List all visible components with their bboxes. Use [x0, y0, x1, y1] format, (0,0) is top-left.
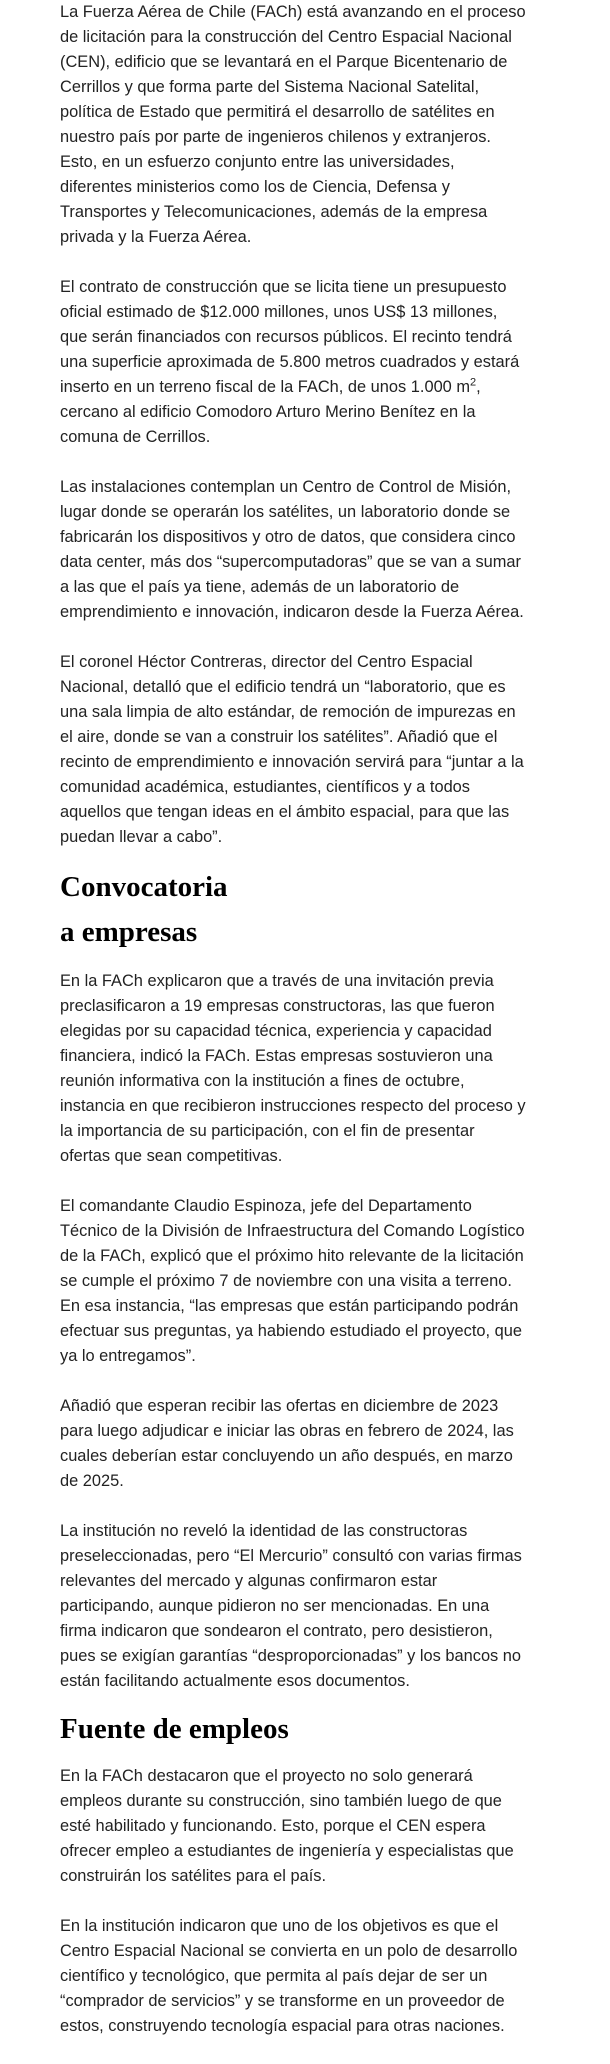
- paragraph-commander-quote: [60, 1194, 590, 1369]
- text-line: firma indicaron que sondearon el contrato, pero desistieron,: [60, 1622, 493, 1640]
- paragraph-preclassification: [60, 969, 590, 1169]
- text-line: pues se exigían garantías “desproporcionadas” y los bancos no: [60, 1647, 522, 1665]
- text-line: preclasificaron a 19 empresas constructoras, las que fueron: [60, 997, 495, 1015]
- text-line: Las instalaciones contemplan un Centro de Control de Misión,: [60, 478, 511, 496]
- text-line: lugar donde se operarán los satélites, un laboratorio donde se: [60, 503, 511, 521]
- paragraph-constructors: [60, 1519, 590, 1694]
- paragraph-director-quote: [60, 650, 590, 850]
- text-line: “comprador de servicios” y se transforme en un proveedor de: [60, 1992, 505, 2010]
- text-line: de licitación para la construcción del Centro Espacial Nacional: [60, 28, 512, 46]
- paragraph-employment: [60, 1764, 590, 1889]
- text-line: están facilitando actualmente esos documentos.: [60, 1672, 410, 1690]
- text-line: a las que el país ya tiene, además de un laboratorio de: [60, 578, 460, 596]
- text-line: empleos durante su construcción, sino también luego de que: [60, 1792, 502, 1810]
- text-line: efectuar sus preguntas, ya habiendo estudiado el proyecto, que: [60, 1322, 522, 1340]
- text-line: para luego adjudicar e iniciar las obras en febrero de 2024, las: [60, 1422, 514, 1440]
- text-line: Añadió que esperan recibir las ofertas en diciembre de 2023: [60, 1397, 499, 1415]
- text-line: La institución no reveló la identidad de las constructoras: [60, 1522, 468, 1540]
- section-heading-convocatoria: [60, 865, 590, 955]
- text-line: emprendimiento e innovación, indicaron desde la Fuerza Aérea.: [60, 603, 524, 621]
- text-line: Transportes y Telecomunicaciones, además de la empresa: [60, 203, 488, 221]
- text-line: financiera, indicó la FACh. Estas empresas sostuvieron una: [60, 1047, 493, 1065]
- text-line: de la FACh, explicó que el próximo hito relevante de la licitación: [60, 1247, 524, 1265]
- text-line: la importancia de su participación, con el fin de presentar: [60, 1122, 475, 1140]
- section-heading-fuente-de-empleos: [60, 1707, 590, 1752]
- paragraph-objectives: [60, 1914, 590, 2039]
- text-line: ya lo entregamos”.: [60, 1347, 196, 1365]
- text-line: El contrato de construcción que se licita tiene un presupuesto: [60, 278, 507, 296]
- text-line: data center, más dos “supercomputadoras” que se van a sumar: [60, 553, 522, 571]
- text-line: ofrecer empleo a estudiantes de ingeniería y especialistas que: [60, 1842, 514, 1860]
- text-line: de 2025.: [60, 1472, 124, 1490]
- text-line: Esto, en un esfuerzo conjunto entre las universidades,: [60, 153, 455, 171]
- text-line: relevantes del mercado y algunas confirmaron estar: [60, 1572, 438, 1590]
- text-line: participando, aunque pidieron no ser mencionadas. En una: [60, 1597, 490, 1615]
- text-line: estos, construyendo tecnología espacial para otras naciones.: [60, 2017, 505, 2035]
- text-line: En la institución indicaron que uno de los objetivos es que el: [60, 1917, 499, 1935]
- text-line: esté habilitado y funcionando. Esto, porque el CEN espera: [60, 1817, 486, 1835]
- text-line: Técnico de la División de Infraestructura del Comando Logístico: [60, 1222, 525, 1240]
- text-line: que serán financiados con recursos públicos. El recinto tendrá: [60, 328, 512, 346]
- paragraph-facilities: [60, 475, 590, 625]
- text-line: recinto de emprendimiento e innovación servirá para “juntar a la: [60, 753, 524, 771]
- article-body: [60, 0, 590, 2064]
- text-line: construirán los satélites para el país.: [60, 1867, 327, 1885]
- text-line: [60, 375, 590, 400]
- text-line: fabricarán los dispositivos y otro de datos, que considera cinco: [60, 528, 516, 546]
- paragraph-contract: [60, 275, 590, 450]
- text-line: diferentes ministerios como los de Ciencia, Defensa y: [60, 178, 450, 196]
- text-line: científico y tecnológico, que permita al país dejar de ser un: [60, 1967, 488, 1985]
- text-line-content: inserto en un terreno fiscal de la FACh, de unos 1.000 m: [60, 378, 471, 396]
- text-line: (CEN), edificio que se levantará en el Parque Bicentenario de: [60, 53, 508, 71]
- text-line: una sala limpia de alto estándar, de remoción de impurezas en: [60, 703, 516, 721]
- text-line: oficial estimado de $12.000 millones, unos US$ 13 millones,: [60, 303, 498, 321]
- text-line: a empresas: [60, 916, 198, 948]
- text-line: Convocatoria: [60, 871, 228, 903]
- text-line: La Fuerza Aérea de Chile (FACh) está avanzando en el proceso: [60, 3, 526, 21]
- paragraph-intro: [60, 0, 590, 250]
- text-line: política de Estado que permitirá el desarrollo de satélites en: [60, 103, 495, 121]
- text-punctuation: ,: [476, 378, 481, 396]
- text-line: cuales deberían estar concluyendo un año después, en marzo: [60, 1447, 513, 1465]
- text-line: preseleccionadas, pero “El Mercurio” consultó con varias firmas: [60, 1547, 522, 1565]
- paragraph-timeline: [60, 1394, 590, 1494]
- text-line: nuestro país por parte de ingenieros chilenos y extranjeros.: [60, 128, 491, 146]
- text-line: privada y la Fuerza Aérea.: [60, 228, 252, 246]
- superscript: 2: [470, 376, 477, 389]
- text-line: puedan llevar a cabo”.: [60, 828, 223, 846]
- text-line: En la FACh explicaron que a través de una invitación previa: [60, 972, 494, 990]
- text-line: Cerrillos y que forma parte del Sistema Nacional Satelital,: [60, 78, 480, 96]
- text-line: reunión informativa con la institución a fines de octubre,: [60, 1072, 465, 1090]
- text-line: En esa instancia, “las empresas que están participando podrán: [60, 1297, 519, 1315]
- text-line: Centro Espacial Nacional se convierta en un polo de desarrollo: [60, 1942, 518, 1960]
- text-line: Nacional, detalló que el edificio tendrá un “laboratorio, que es: [60, 678, 506, 696]
- text-line: cercano al edificio Comodoro Arturo Merino Benítez en la: [60, 403, 476, 421]
- text-line: elegidas por su capacidad técnica, experiencia y capacidad: [60, 1022, 492, 1040]
- text-line: El comandante Claudio Espinoza, jefe del Departamento: [60, 1197, 472, 1215]
- text-line: el aire, donde se van a construir los satélites”. Añadió que el: [60, 728, 498, 746]
- text-line: En la FACh destacaron que el proyecto no solo generará: [60, 1767, 473, 1785]
- text-line: una superficie aproximada de 5.800 metros cuadrados y estará: [60, 353, 520, 371]
- text-line: comuna de Cerrillos.: [60, 428, 211, 446]
- text-line: comunidad académica, estudiantes, científicos y a todos: [60, 778, 470, 796]
- text-line: Fuente de empleos: [60, 1713, 289, 1745]
- text-line: ofertas que sean competitivas.: [60, 1147, 283, 1165]
- text-line: se cumple el próximo 7 de noviembre con una visita a terreno.: [60, 1272, 512, 1290]
- text-line: aquellos que tengan ideas en el ámbito espacial, para que las: [60, 803, 510, 821]
- text-line: instancia en que recibieron instrucciones respecto del proceso y: [60, 1097, 526, 1115]
- text-line: El coronel Héctor Contreras, director del Centro Espacial: [60, 653, 473, 671]
